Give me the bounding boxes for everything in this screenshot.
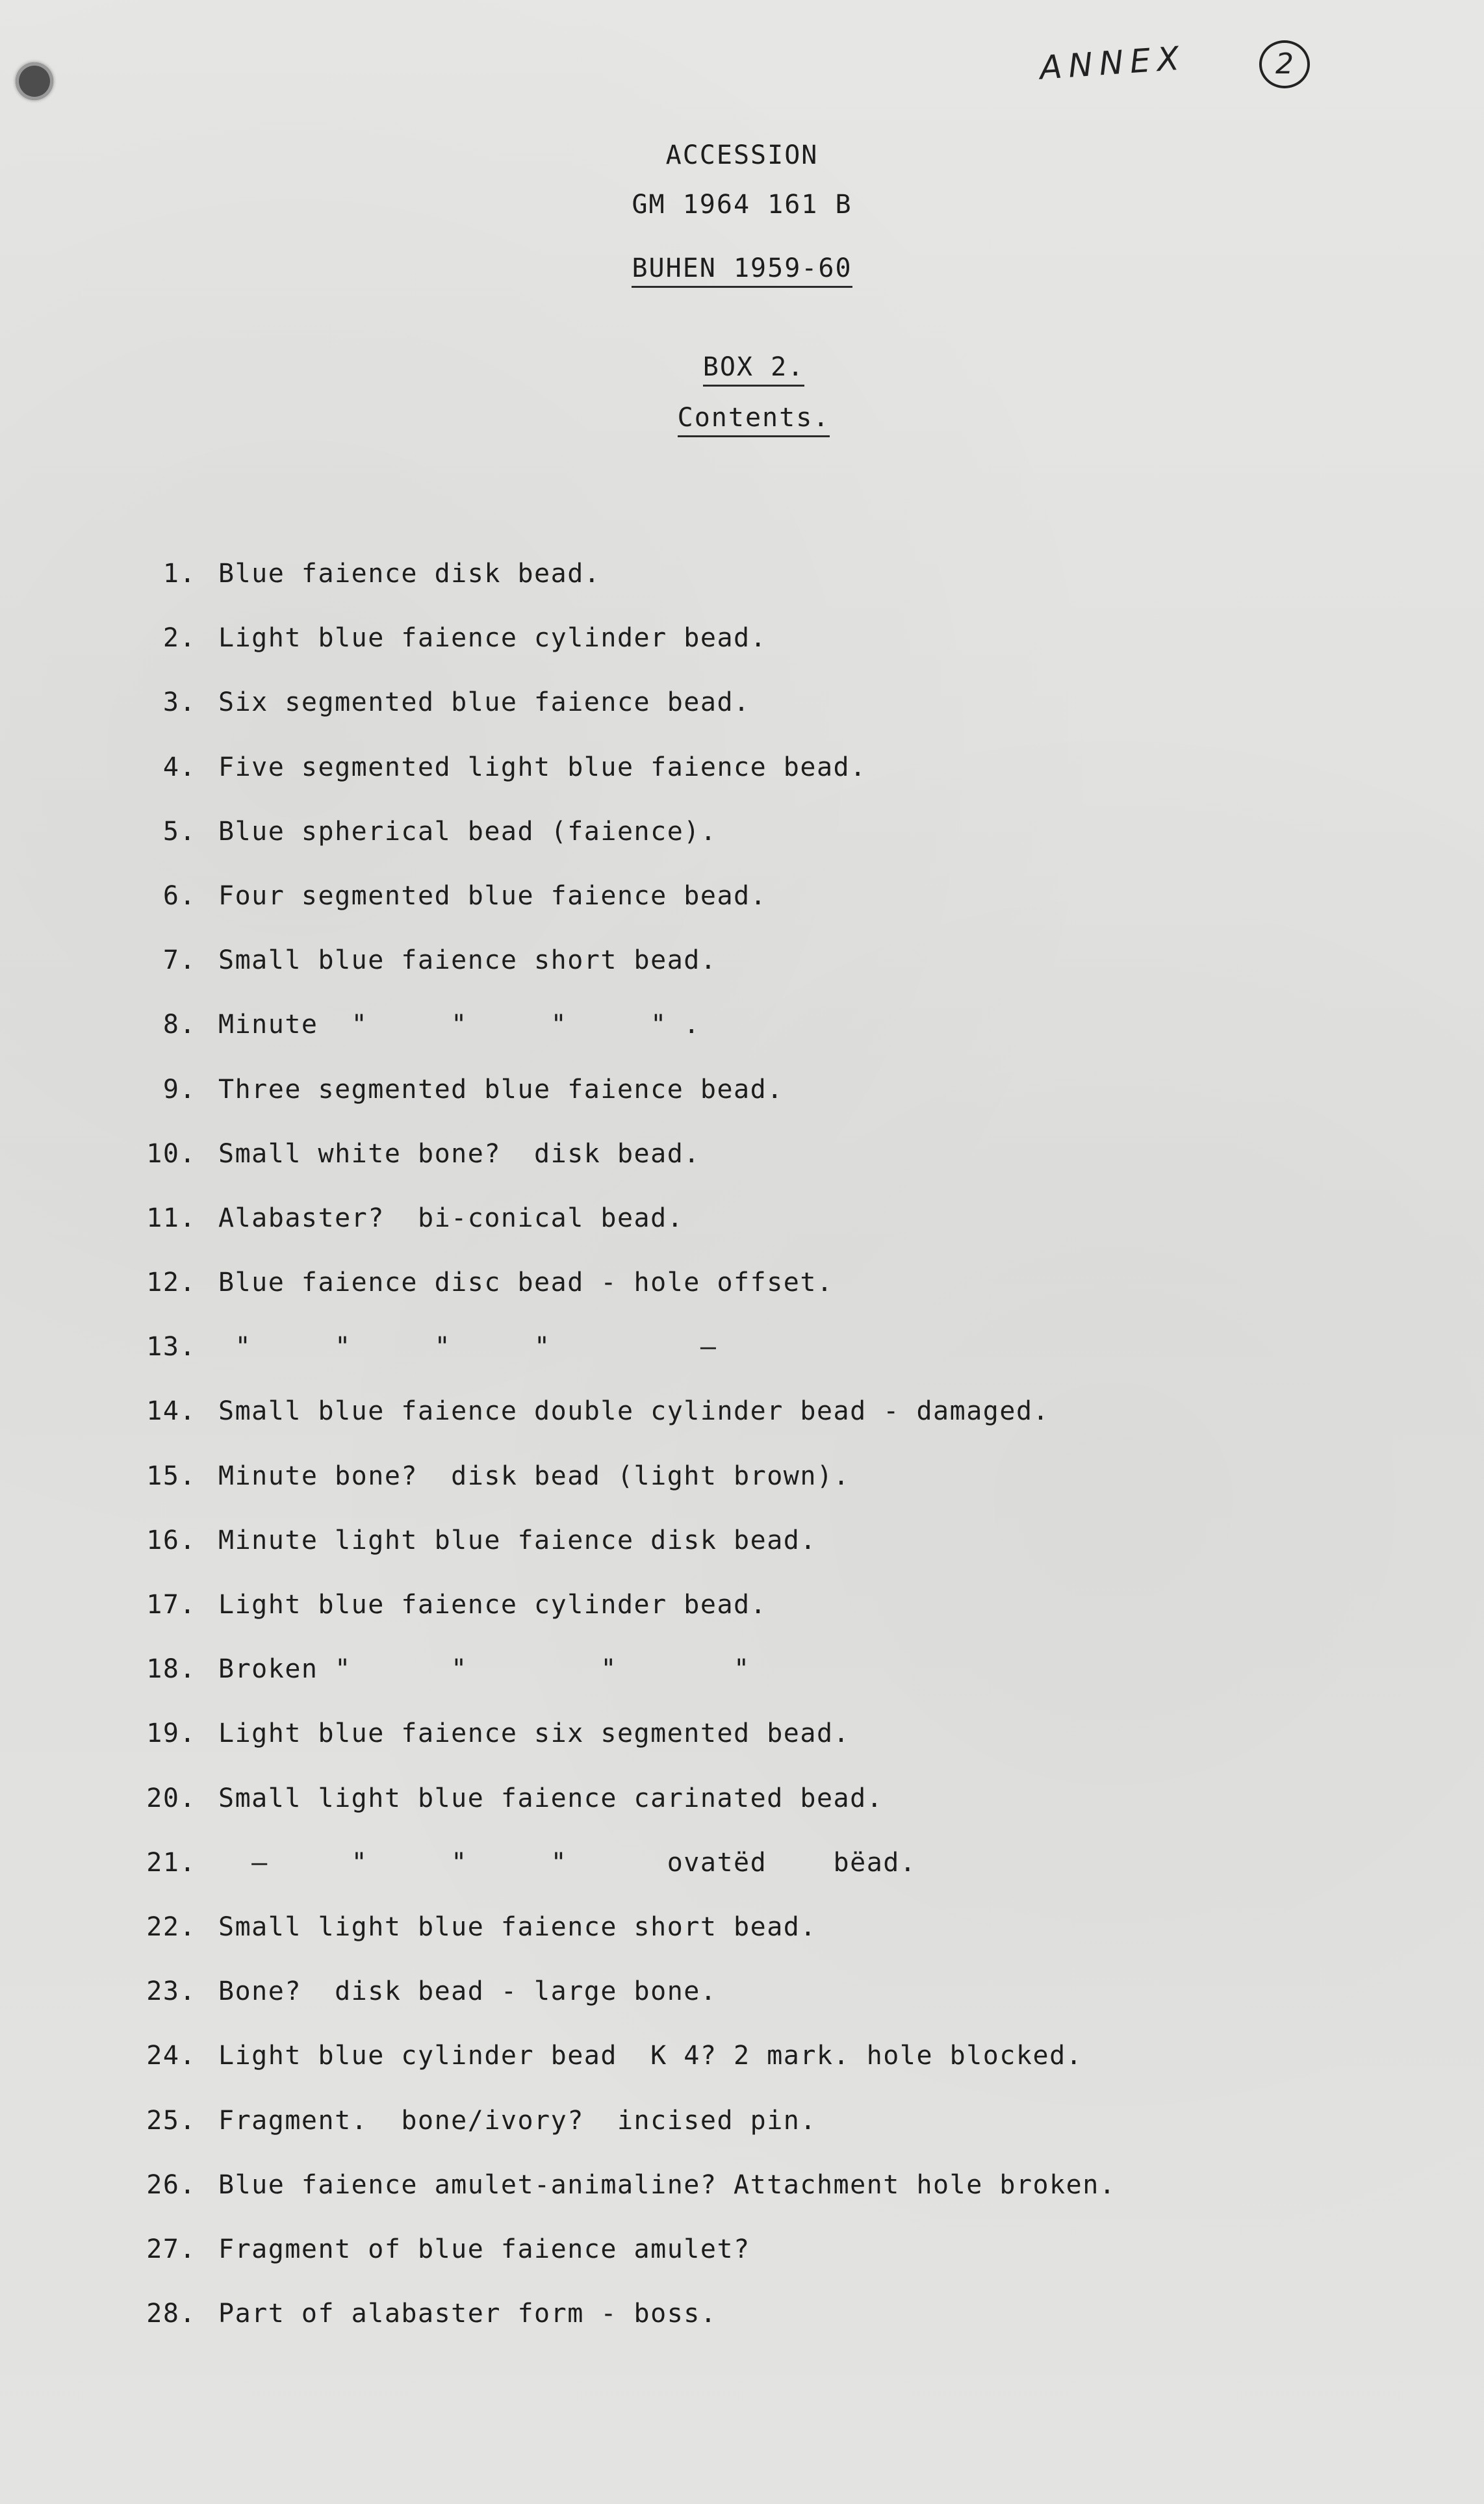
list-item — [110, 2170, 1345, 2234]
item-description: Blue spherical bead (faience). — [218, 816, 717, 847]
item-number: 17. — [146, 1590, 196, 1620]
list-item — [110, 687, 1345, 752]
item-description: Three segmented blue faience bead. — [218, 1074, 784, 1105]
list-item — [110, 1139, 1345, 1203]
item-number: 19. — [146, 1718, 196, 1749]
item-number: 4. — [162, 752, 196, 782]
item-description: Four segmented blue faience bead. — [218, 880, 767, 911]
item-description: Small light blue faience short bead. — [218, 1911, 817, 1942]
box-title: BOX 2. — [703, 352, 805, 387]
list-item — [110, 1332, 1345, 1396]
list-item — [110, 559, 1345, 623]
item-number: 21. — [146, 1847, 196, 1878]
punch-hole — [16, 62, 53, 100]
item-number: 23. — [146, 1976, 196, 2007]
item-description: Part of alabaster form - boss. — [218, 2299, 717, 2329]
item-description: " " " " — — [218, 1332, 717, 1362]
box-line — [0, 352, 1484, 387]
item-description: Small white bone? disk bead. — [218, 1138, 700, 1169]
list-item — [110, 1526, 1345, 1590]
item-number: 20. — [146, 1783, 196, 1813]
item-description: Small blue faience double cylinder bead - damaged. — [218, 1396, 1050, 1427]
list-item — [110, 1848, 1345, 1912]
list-item — [110, 1075, 1345, 1139]
list-item — [110, 945, 1345, 1010]
item-number: 14. — [146, 1396, 196, 1427]
item-number: 25. — [146, 2105, 196, 2136]
list-item — [110, 1268, 1345, 1332]
item-description: Minute bone? disk bead (light brown). — [218, 1461, 851, 1491]
item-number: 13. — [146, 1332, 196, 1362]
item-number: 5. — [162, 816, 196, 847]
item-number: 9. — [162, 1074, 196, 1105]
list-item — [110, 1976, 1345, 2041]
site-title: BUHEN 1959-60 — [632, 253, 852, 288]
item-description: Minute light blue faience disk bead. — [218, 1525, 817, 1555]
contents-title: Contents. — [678, 403, 830, 437]
item-number: 2. — [162, 623, 196, 654]
item-number: 22. — [146, 1911, 196, 1942]
list-item — [110, 817, 1345, 881]
item-description: Light blue faience six segmented bead. — [218, 1718, 851, 1749]
item-description: Alabaster? bi-conical bead. — [218, 1203, 684, 1233]
list-item — [110, 2106, 1345, 2170]
item-number: 1. — [162, 559, 196, 589]
list-item — [110, 623, 1345, 687]
accession-number-line — [0, 190, 1484, 220]
item-number: 15. — [146, 1461, 196, 1491]
item-description: Blue faience amulet-animaline? Attachment hole broken. — [218, 2169, 1116, 2200]
item-description: Light blue faience cylinder bead. — [218, 623, 767, 654]
item-number: 7. — [162, 945, 196, 976]
annex-annotation: ANNEX — [1038, 39, 1187, 87]
item-description: Light blue faience cylinder bead. — [218, 1590, 767, 1620]
contents-line — [0, 403, 1484, 437]
item-description: Bone? disk bead - large bone. — [218, 1976, 717, 2007]
list-item — [110, 1654, 1345, 1718]
item-number: 6. — [162, 880, 196, 911]
item-number: 8. — [162, 1010, 196, 1040]
item-description: Fragment of blue faience amulet? — [218, 2234, 750, 2264]
item-description: Minute " " " " . — [218, 1010, 700, 1040]
list-item — [110, 881, 1345, 945]
list-item — [110, 1718, 1345, 1783]
accession-number: GM 1964 161 B — [632, 190, 852, 220]
contents-list — [110, 559, 1345, 2363]
list-item — [110, 1912, 1345, 1976]
item-description: Light blue cylinder bead K 4? 2 mark. hole blocked. — [218, 2041, 1083, 2071]
item-number: 24. — [146, 2041, 196, 2071]
accession-label: ACCESSION — [665, 140, 819, 170]
list-item — [110, 1590, 1345, 1654]
list-item — [110, 1396, 1345, 1461]
list-item — [110, 2299, 1345, 2363]
item-description: Broken " " " " — [218, 1654, 750, 1685]
item-number: 11. — [146, 1203, 196, 1233]
item-description: Blue faience disk bead. — [218, 559, 601, 589]
item-number: 27. — [146, 2234, 196, 2264]
list-item — [110, 2041, 1345, 2105]
item-description: Small blue faience short bead. — [218, 945, 717, 976]
item-description: Six segmented blue faience bead. — [218, 687, 750, 718]
list-item — [110, 1783, 1345, 1848]
item-description: Blue faience disc bead - hole offset. — [218, 1268, 834, 1298]
item-number: 3. — [162, 687, 196, 718]
site-line — [0, 253, 1484, 288]
item-number: 28. — [146, 2299, 196, 2329]
list-item — [110, 1203, 1345, 1268]
item-number: 12. — [146, 1268, 196, 1298]
list-item — [110, 2234, 1345, 2299]
annex-number-circle: 2 — [1259, 40, 1310, 88]
list-item — [110, 1010, 1345, 1074]
item-description: Small light blue faience carinated bead. — [218, 1783, 884, 1813]
list-item — [110, 752, 1345, 817]
item-description: Fragment. bone/ivory? incised pin. — [218, 2105, 817, 2136]
accession-heading — [0, 140, 1484, 170]
list-item — [110, 1461, 1345, 1526]
item-description: — " " " ovatëd bëad. — [218, 1847, 917, 1878]
item-number: 18. — [146, 1654, 196, 1685]
item-number: 10. — [146, 1138, 196, 1169]
item-number: 26. — [146, 2169, 196, 2200]
item-number: 16. — [146, 1525, 196, 1555]
item-description: Five segmented light blue faience bead. — [218, 752, 867, 782]
